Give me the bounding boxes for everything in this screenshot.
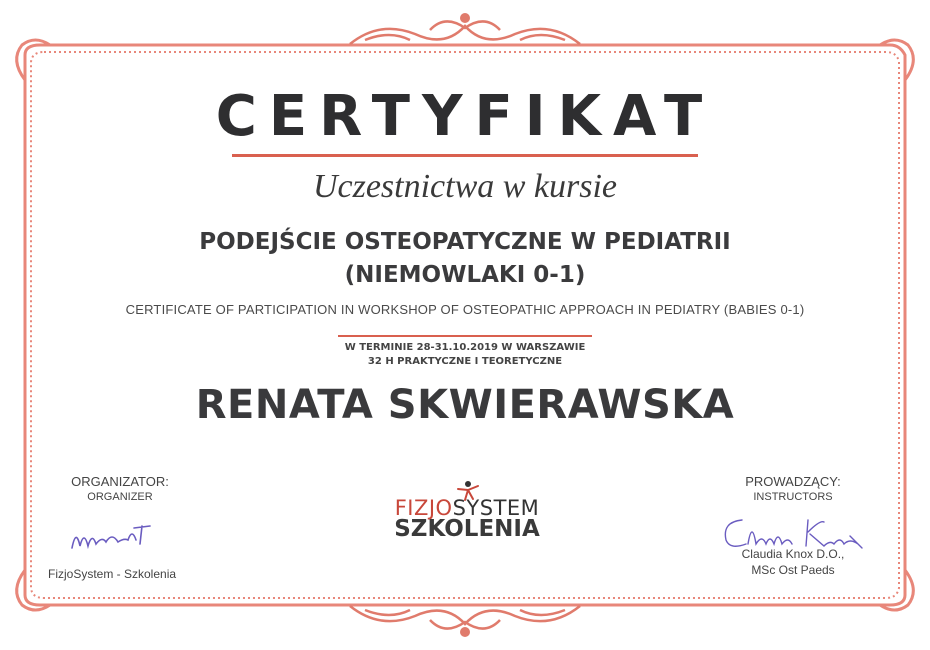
logo-part2: SYSTEM [452, 496, 540, 520]
instructor-name: Claudia Knox D.O., [741, 547, 845, 561]
certificate-title: CERTYFIKAT [215, 84, 715, 149]
certificate-subtitle: Uczestnictwa w kursie [312, 168, 618, 205]
organizer-label-english: ORGANIZER [87, 491, 153, 503]
organizer-section [50, 474, 190, 503]
organizer-signature [68, 518, 178, 558]
instructor-credentials: MSc Ost Paeds [751, 563, 835, 577]
course-dates: W TERMINIE 28-31.10.2019 W WARSZAWIE [344, 342, 586, 353]
instructors-label-english: INSTRUCTORS [753, 491, 833, 503]
participant-name: RENATA SKWIERAWSKA [195, 382, 735, 428]
course-hours: 32 H PRAKTYCZNE I TEORETYCZNE [367, 356, 563, 367]
fizjosystem-logo [392, 496, 542, 542]
details-divider [338, 335, 592, 337]
title-divider [232, 154, 698, 157]
instructors-section [718, 474, 868, 503]
figure-icon [456, 480, 480, 502]
instructors-label: PROWADZĄCY: [745, 474, 841, 489]
organizer-label: ORGANIZATOR: [71, 474, 169, 489]
organizer-name: FizjoSystem - Szkolenia [48, 567, 177, 581]
logo-part1: FIZJO [394, 496, 453, 520]
course-title-line1: PODEJŚCIE OSTEOPATYCZNE W PEDIATRII [199, 229, 731, 255]
course-title-english: CERTIFICATE OF PARTICIPATION IN WORKSHOP OF OSTEOPATHIC APPROACH IN PEDIATRY (BABIES 0-1) [125, 302, 805, 317]
logo-subtitle: SZKOLENIA [394, 516, 540, 542]
course-title-line2: (NIEMOWLAKI 0-1) [344, 262, 586, 288]
